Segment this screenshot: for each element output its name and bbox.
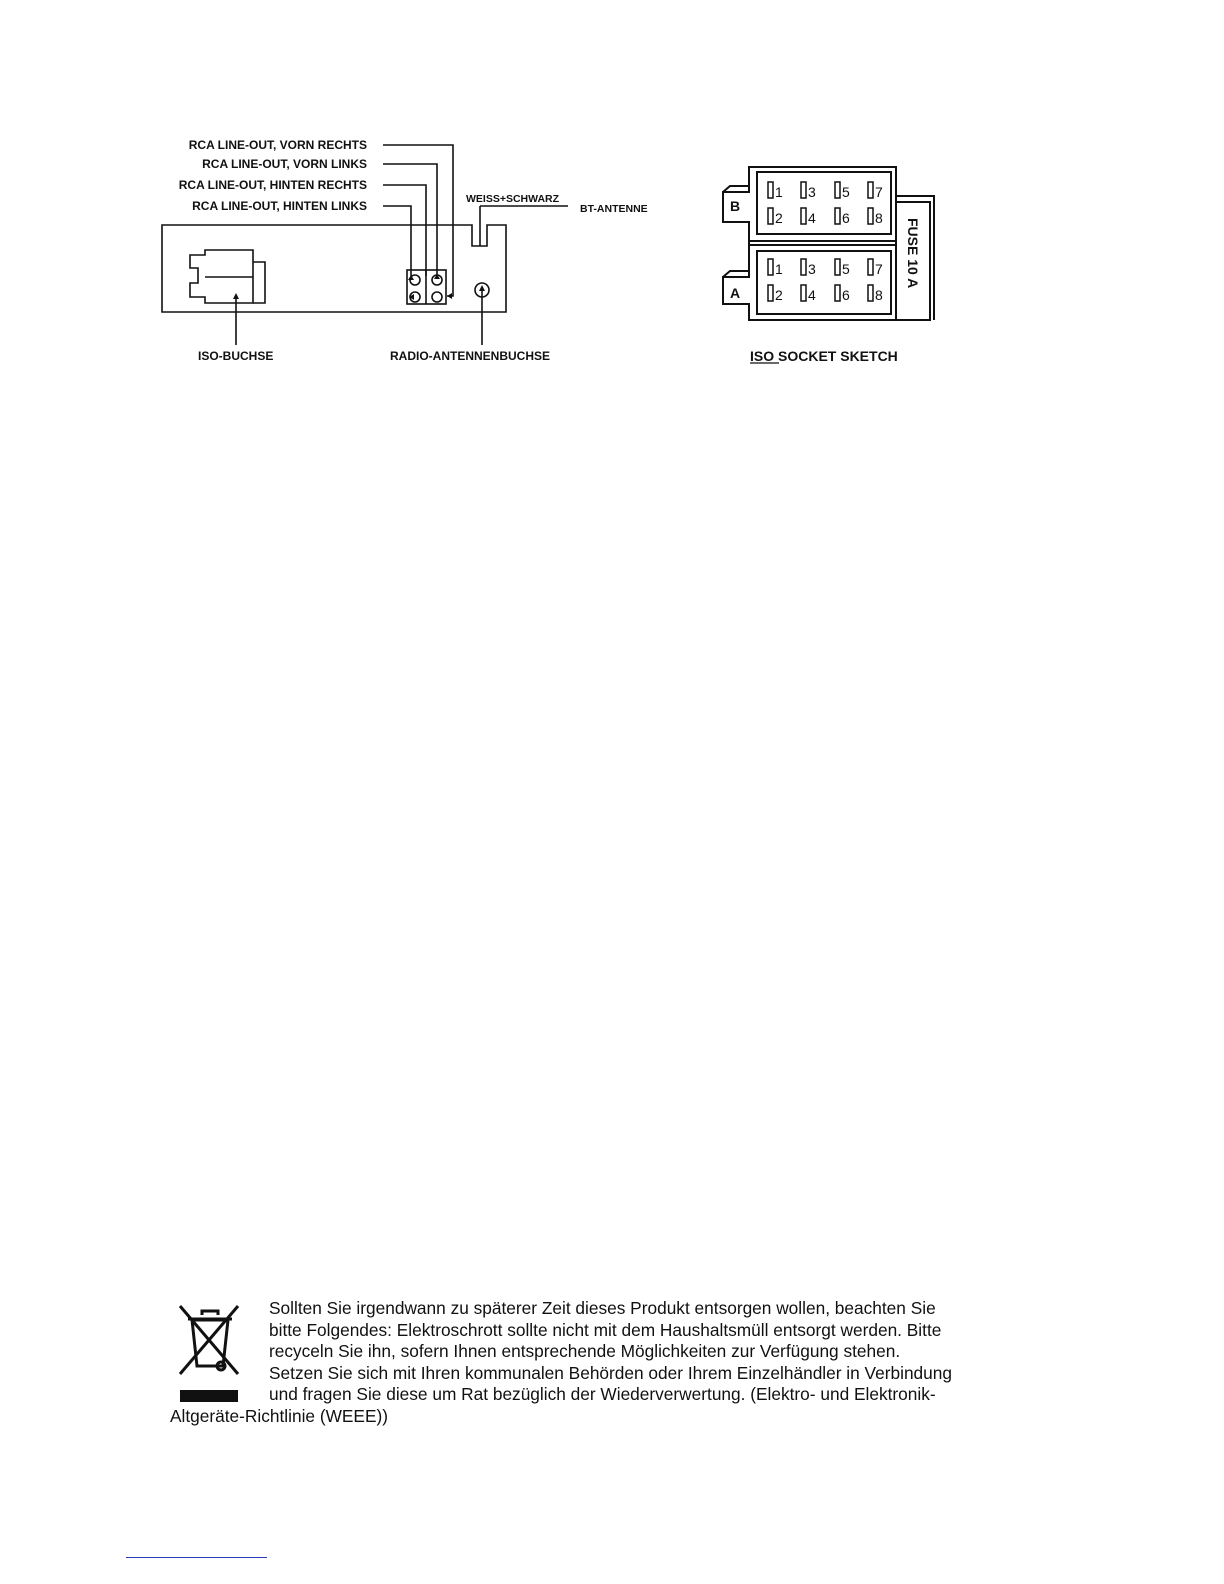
fuse-label: FUSE 10 A: [905, 218, 921, 289]
iso-block-b-label: B: [730, 198, 741, 214]
pin-b8: 8: [875, 210, 883, 226]
pin-a1: 1: [775, 261, 783, 277]
wiring-diagrams: [0, 0, 1224, 420]
weee-line-5: und fragen Sie diese um Rat bezüglich der Wiederverwertung. (Elektro- und Elektronik-: [269, 1384, 936, 1405]
pin-b1: 1: [775, 184, 783, 200]
label-rca-front-left: RCA LINE-OUT, VORN LINKS: [202, 157, 367, 171]
rear-panel-arrows: [233, 274, 485, 300]
pin-a4: 4: [808, 287, 816, 303]
weee-line-3: recyceln Sie ihn, sofern Ihnen entsprechende Möglichkeiten zur Verfügung stehen.: [269, 1341, 901, 1362]
iso-socket-sketch: [723, 167, 934, 320]
iso-pin-numbers: [775, 184, 883, 303]
label-white-black: WEISS+SCHWARZ: [466, 193, 560, 205]
pin-a7: 7: [875, 261, 883, 277]
label-rca-rear-right: RCA LINE-OUT, HINTEN RECHTS: [178, 178, 367, 192]
label-rca-rear-left: RCA LINE-OUT, HINTEN LINKS: [192, 199, 367, 213]
pin-a6: 6: [842, 287, 850, 303]
iso-sketch-caption: ISO SOCKET SKETCH: [750, 348, 898, 364]
label-iso-socket: ISO-BUCHSE: [198, 349, 274, 363]
pin-b5: 5: [842, 184, 850, 200]
label-bt-antenna: BT-ANTENNE: [580, 203, 648, 215]
pin-b7: 7: [875, 184, 883, 200]
rear-panel-outline: [162, 225, 506, 312]
rca-jack-rear-left: [432, 292, 442, 302]
weee-notice: [170, 1298, 1050, 1428]
pin-a3: 3: [808, 261, 816, 277]
label-rca-front-right: RCA LINE-OUT, VORN RECHTS: [188, 138, 367, 152]
pin-a5: 5: [842, 261, 850, 277]
weee-line-2: bitte Folgendes: Elektroschrott sollte nicht mit dem Haushaltsmüll entsorgt werden. Bitte: [269, 1319, 942, 1340]
weee-line-4: Setzen Sie sich mit Ihren kommunalen Behörden oder Ihrem Einzelhändler in Verbindung: [269, 1362, 953, 1383]
weee-line-1: Sollten Sie irgendwann zu späterer Zeit dieses Produkt entsorgen wollen, beachten Sie: [269, 1298, 936, 1318]
crossed-out-wheelie-bin-icon: [174, 1302, 242, 1408]
iso-block-a-label: A: [730, 285, 741, 301]
pin-b4: 4: [808, 210, 816, 226]
label-radio-antenna-socket: RADIO-ANTENNENBUCHSE: [390, 349, 551, 363]
footnote-separator: [126, 1557, 267, 1558]
pin-a8: 8: [875, 287, 883, 303]
pin-a2: 2: [775, 287, 783, 303]
weee-line-6: Altgeräte-Richtlinie (WEEE)): [170, 1405, 388, 1426]
pin-b3: 3: [808, 184, 816, 200]
rear-panel-diagram: [162, 145, 568, 345]
pin-b2: 2: [775, 210, 783, 226]
pin-b6: 6: [842, 210, 850, 226]
